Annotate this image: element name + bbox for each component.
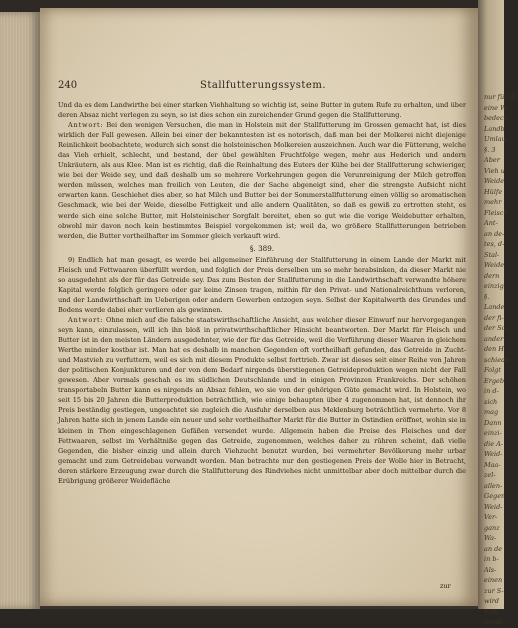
paragraph-lead: 9) Endlich [68,255,104,264]
paragraph-answer-1 [58,120,466,241]
adjacent-page-fragment: Vieh [484,607,499,616]
adjacent-page-fragment: ganz [484,523,500,532]
paragraph-lead: Antwort: [68,121,104,130]
adjacent-page-fragment: mag [484,408,499,416]
adjacent-page-fragment: zur S- [484,586,504,595]
paragraph-objection [58,255,466,315]
catchword: zur [440,582,451,590]
adjacent-page-fragment: bedeck- [484,114,510,122]
adjacent-page-fragment: die A- [484,439,504,448]
adjacent-page-fragment: einzig [484,282,504,290]
adjacent-page-fragment: Ver- [484,513,498,521]
paragraph-intro [58,100,466,120]
adjacent-page-fragment: der fi- [484,313,504,322]
adjacent-page-fragment: allen- [484,481,503,490]
paragraph-text: Bei den wenigen Versuchen, die man in Holstein mit der Stallfutterung im Grossen gemacht hat, ist dies wirklich der Fall gewesen. Allein bei einer der bekanntesten ist es notorisch, daß man bei der Molkerei nicht diejenige Reinlichkeit beobachtete, wodurch sich sonst die holsteinischen Molkereien auszeichnen. Auch war die Fütterung, welche das Vieh erhielt, schlecht, und bestand, der übel gewählten Fruchtfolge wegen, mehr aus Hederich und andern Unkräutern, als aus Klee. Man ist es richtig, daß die Reinhaltung des Euters der Kühe bei der Stallfutterung schwieriger, wie bei der Weide sey, und daß deshalb um so mehrere Vorkehrungen gegen die Verunreinigung der Milch getroffen werden müssen, welches man freilich von Leuten, die der Sache abgeneigt sind, eher die strengste Aufsicht nicht erwarten kann. Geschiehet dies aber, so hat Milch und Butter bei der Sommerstallfutterung einen völlig so aromatischen Geschmack, wie bei der Weide, dieselbe Fettigkeit und alle andern Qualitäten, so daß es gewiß zu ertrotten steht, es werde sich eine solche Butter, mit Holsteinischer Sorgfalt bereitet, eben so gut wie die vorige Weidebutter erhalten, obwohl mir davon noch kein bestimmtes Beispiel vorgekommen ist; weil da, wo größere Stallfutterungen betrieben werden, die Butter vortheilhafter im Sommer gleich verkauft wird. [58,121,466,240]
book-fore-edge [0,12,40,609]
adjacent-page-fragment: Hülfe [484,187,503,196]
adjacent-page-fragment: Dann [484,418,502,427]
adjacent-page-fragment: einzi- [484,429,502,437]
adjacent-page-fragment: in b- [484,555,499,563]
adjacent-page-fragment: wird [484,597,499,605]
adjacent-page-fragment: den H- [484,345,507,353]
adjacent-page-fragment: einen [484,576,503,584]
running-title: Stallfutterungssystem. [199,80,327,91]
adjacent-page-fragment: Als- [484,565,497,574]
adjacent-page-fragment: Weid- [484,450,503,458]
adjacent-page-fragment: in d- [484,387,499,395]
paragraph-lead: Antwort: [68,315,104,324]
adjacent-page-fragment: zel- [484,471,496,479]
adjacent-page-fragment: Umlau- [484,135,508,143]
adjacent-page-fragment: sich [484,397,498,406]
adjacent-page-fragment: an de [484,544,503,553]
adjacent-page-fragment: Aber [484,156,500,164]
adjacent-page-fragment: schiede [484,355,510,364]
adjacent-page-strip [478,0,518,626]
adjacent-page-fragment: Weide [484,177,505,185]
body-text [58,100,466,486]
paragraph-answer-2 [58,315,466,486]
adjacent-page-fragment: Landb- [484,124,507,133]
adjacent-page-fragment: an de- [484,229,505,238]
adjacent-page-fragment: Lande [484,303,505,311]
running-head [58,80,468,94]
adjacent-page-fragment: Ant- [484,219,498,227]
adjacent-page-fragment: Ergeb [484,376,505,385]
adjacent-page-fragment: der So- [484,324,508,332]
section-heading: §. 389. [249,243,275,253]
adjacent-page-fragment: ander [484,334,504,343]
adjacent-page-fragment: Stal- [484,250,500,259]
adjacent-page-fragment: dern [484,271,500,280]
adjacent-page-fragment: §. [484,292,490,301]
paragraph-text: hat man gesagt, es werde bei allgemeiner Einführung der Stallfutterung in einem Lande der Markt mit Fleisch und Fettwaaren überfüllt werden, und folglich der Preis derselben um so mehr herabsinken, da dieser Markt nie so ausgedehnt als der für das Getreide sey. Das zum Besten der Stallfutterung in die Landwirthschaft verwandte höhere Kapital werde folglich geringere oder gar keine Zinsen tragen, mithin für den Privat- und Nationalreichthum verloren, und der Landwirthschaft im Ueberigen oder andern Gewerben entzogen seyn. Selbst der Kapitalwerth des Grundes und Bodens werde dabei eher verlieren als gewinnen. [58,255,466,314]
adjacent-page-fragment: nur für ih- [484,93,518,101]
adjacent-page-fragment: wend- [484,618,504,626]
adjacent-page-fragment: eine W- [484,103,509,112]
adjacent-page-fragment: Fleisch [484,208,508,217]
adjacent-page-fragment: Folgt [484,366,501,374]
adjacent-page-fragment: Wa- [484,534,497,542]
adjacent-page-fragment: Gegen [484,492,506,500]
adjacent-page-fragment: §. 3 [484,145,496,154]
adjacent-page-fragment: Weid- [484,502,503,511]
adjacent-page-fragment: Weide [484,261,505,269]
paragraph-text: Und da es dem Landwirthe bei einer starken Viehhaltung so wichtig ist, seine Butter in gutem Rufe zu erhalten, und über deren Absaz nicht verlegen zu seyn, so ist dies schon ein zureichender Grund gegen die Stallfutterung. [58,101,466,120]
adjacent-page-fragment: Vieh u- [484,166,508,175]
adjacent-page-fragment: mehr [484,198,502,206]
adjacent-page-fragment: tes, d- [484,240,505,248]
paragraph-text: Ohne mich auf die falsche staatswirthschaftliche Ansicht, aus welcher dieser Einwurf nur hervorgegangen seyn kann, einzulassen, will ich ihn bloß in privatwirthschaftlicher Hinsicht beantworten. Der Markt für Fleisch und Butter ist in den meisten Ländern ausgedehnter, wie der für das Getreide, weil die Verführung dieser Waaren in gleichem Werthe minder kostbar ist. Man hat es deshalb in manchen Gegenden oft vortheilhaft gefunden, das Getreide in Zucht- und Mastvieh zu verfuttern, weil es sich mit diesem Produkte selbst forttrieb. Zwar ist dieses seit einer Reihe von Jahren der politischen Konjunkturen und der von dem Bedarf nirgends überstiegenen Getreideproduktion wegen nicht der Fall gewesen. Aber vormals geschah es im südlichen Deutschlande und in einigen Provinzen Frankreichs. Der schöhen transportabeln Butter kann es nirgends an Absaz fehlen, wo sie von der gehörigen Güte gemacht wird. In Holstein, wo seit 15 bis 20 Jahren die Butterproduktion beträchtlich, wie einige behaupten über 4 zugenommen hat, ist dennoch ihr Preis beständig gestiegen, ungeachtet sie zugleich die Ausfuhr derselben aus Meklenburg beträchtlich vermehrte. Vor 8 Jahren hatte sich in jenem Lande ein neuer und sehr vortheilhafter Markt für die Butter in Ostindien eröffnet, wohin sie in kleinen in Thon eingeschlagenen Gefäßen versendet wurde. Allgemein haben die Preise des Fleisches und der Fettwaaren, selbst im Verhältniße gegen das Getreide, zugenommen, welches daher zu rühren scheint, daß vielle Gegenden, die bisher einzig und allein durch Viehzucht benutzt wurden, bei vermehrter Bevölkerung mehr urbar gemacht und zum Getreidebau verwandt worden. Man betrachte nur den gestiegenen Preis der Wolle hier in Betracht, deren stärkere Erzeugung zwar durch die Stallfutterung des Rindviehes nicht unmittelbar aber doch mittelbar durch die Erübrigung größerer Weidefläche [58,315,466,485]
adjacent-page-fragment: Maa- [484,460,501,469]
page-number: 240 [58,80,78,91]
